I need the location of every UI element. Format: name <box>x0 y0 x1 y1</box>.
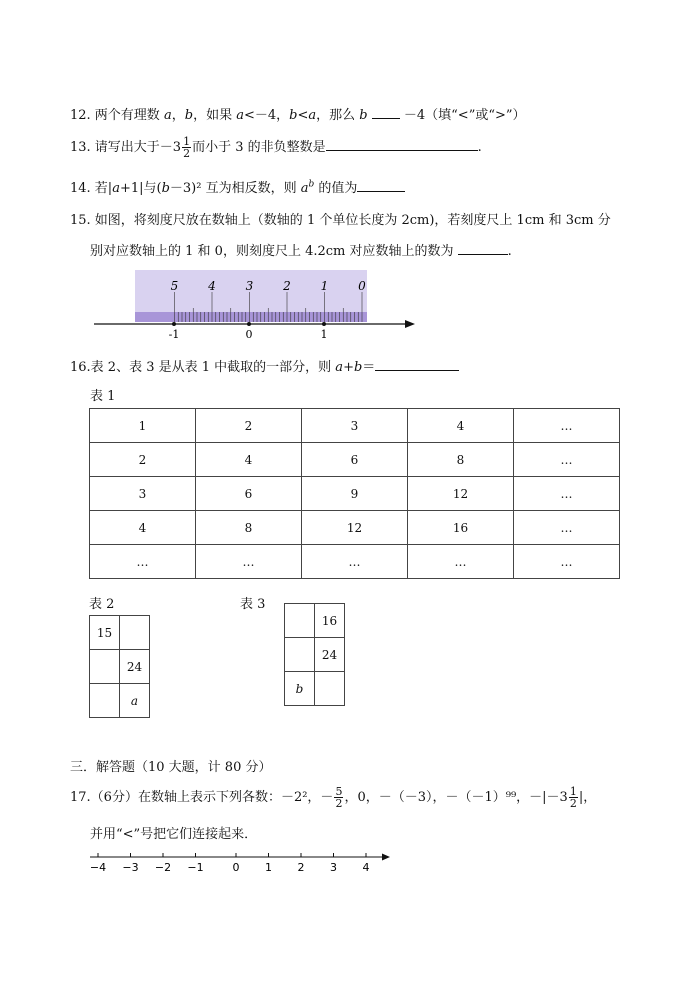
table-cell <box>315 672 345 706</box>
table-cell: 9 <box>302 477 408 511</box>
number-line-label: 3 <box>330 861 337 874</box>
table-cell: 15 <box>90 616 120 650</box>
ruler-on-number-line-figure <box>92 268 422 348</box>
table-2 <box>89 615 150 718</box>
number-line-arrow <box>382 854 390 861</box>
table-cell: 4 <box>408 409 514 443</box>
ruler-label: 3 <box>245 279 254 293</box>
table-cell: … <box>408 545 514 579</box>
table1-label: 表 1 <box>90 389 116 404</box>
question-12: 12. 两个有理数 a，b，如果 a<－4，b<a，那么 b －4（填“<”或“>”） <box>70 108 526 123</box>
table-cell: … <box>514 511 620 545</box>
ruler-label: 5 <box>170 279 179 293</box>
table-3 <box>284 603 345 706</box>
fraction-one-half: $\frac{1}{2}$ <box>569 785 577 810</box>
answer-blank-16[interactable] <box>375 358 459 371</box>
table-cell: 16 <box>315 604 345 638</box>
section-3-title: 三．解答题（10 大题，计 80 分） <box>70 760 272 775</box>
question-15-line1: 15. 如图，将刻度尺放在数轴上（数轴的 1 个单位长度为 2cm)，若刻度尺上 1cm 和 3cm 分 <box>70 213 611 228</box>
table-cell: 3 <box>302 409 408 443</box>
ruler-label: 1 <box>320 279 329 293</box>
answer-blank-13[interactable] <box>326 138 478 151</box>
answer-blank-14[interactable] <box>357 179 405 192</box>
number-line-label: 2 <box>297 861 305 874</box>
number-line-label: −4 <box>89 861 107 874</box>
number-line-label: −1 <box>187 861 204 874</box>
table-cell: … <box>196 545 302 579</box>
table-cell: 8 <box>408 443 514 477</box>
axis-label: 1 <box>320 328 328 341</box>
table-cell: 1 <box>90 409 196 443</box>
fraction-one-half: $\frac{1}{2}$ <box>183 135 191 160</box>
table-cell: 4 <box>90 511 196 545</box>
question-17-line2: 并用“<”号把它们连接起来． <box>90 827 258 842</box>
table-cell <box>90 684 120 718</box>
table-cell: a <box>120 684 150 718</box>
table-row <box>90 684 150 718</box>
number-line-label: −2 <box>154 861 172 874</box>
answer-blank-12[interactable] <box>372 106 400 119</box>
ruler-label: 0 <box>358 279 366 293</box>
table-cell: 16 <box>408 511 514 545</box>
table-cell: 6 <box>302 443 408 477</box>
number-axis <box>94 320 415 341</box>
table-row <box>285 672 345 706</box>
table-cell: 4 <box>196 443 302 477</box>
table-cell: 3 <box>90 477 196 511</box>
table-cell: 8 <box>196 511 302 545</box>
fraction-five-halves: $\frac{5}{2}$ <box>335 785 343 810</box>
table-row <box>90 616 150 650</box>
axis-point <box>247 322 251 326</box>
table-cell: 2 <box>90 443 196 477</box>
number-line-label: −3 <box>122 861 139 874</box>
table-cell: … <box>514 409 620 443</box>
table-row <box>90 477 620 511</box>
question-13: 13. 请写出大于－3 $\frac{1}{2}$ 而小于 3 的非负整数是 . <box>70 135 482 160</box>
question-16: 16.表 2、表 3 是从表 1 中截取的一部分，则 a+b＝ <box>70 356 459 375</box>
table-cell <box>120 616 150 650</box>
ruler-label: 4 <box>208 279 216 293</box>
table-cell <box>285 638 315 672</box>
table-cell: … <box>514 443 620 477</box>
ruler-label: 2 <box>283 279 291 293</box>
question-17: 17.（6分）在数轴上表示下列各数：－2²，－ $\frac{5}{2}$ ，0，－（－3），－（－1）⁹⁹，－|－3 $\frac{1}{2}$ |， <box>70 785 597 810</box>
table-cell: 12 <box>302 511 408 545</box>
axis-point <box>172 322 176 326</box>
table-row <box>90 409 620 443</box>
table-row <box>285 638 345 672</box>
axis-point <box>322 322 326 326</box>
table-cell <box>90 650 120 684</box>
table-cell: b <box>285 672 315 706</box>
table-cell: 24 <box>120 650 150 684</box>
number-line-17 <box>88 848 398 878</box>
table-cell: 12 <box>408 477 514 511</box>
table-row <box>90 545 620 579</box>
table-cell: 24 <box>315 638 345 672</box>
table3-label: 表 3 <box>240 597 266 612</box>
table-row <box>90 511 620 545</box>
table-cell: … <box>302 545 408 579</box>
table-cell: 2 <box>196 409 302 443</box>
table-row <box>90 650 150 684</box>
table-cell: … <box>514 477 620 511</box>
number-line-label: 1 <box>265 861 272 874</box>
number-line-label: 0 <box>232 861 240 874</box>
table-cell: … <box>90 545 196 579</box>
question-14: 14. 若|a+1|与(b－3)² 互为相反数，则 $a^b$ 的值为 <box>70 177 405 196</box>
axis-label: -1 <box>168 328 180 341</box>
answer-blank-15[interactable] <box>458 242 508 255</box>
table-cell: … <box>514 545 620 579</box>
number-line-label: 4 <box>362 861 370 874</box>
table-cell <box>285 604 315 638</box>
table-row <box>285 604 345 638</box>
ruler <box>135 270 367 322</box>
table-1 <box>89 408 620 579</box>
axis-label: 0 <box>245 328 253 341</box>
question-15-line2: 别对应数轴上的 1 和 0，则刻度尺上 4.2cm 对应数轴上的数为 . <box>90 244 512 259</box>
table2-label: 表 2 <box>89 597 115 612</box>
axis-arrow <box>405 320 415 328</box>
table-cell: 6 <box>196 477 302 511</box>
table-row <box>90 443 620 477</box>
